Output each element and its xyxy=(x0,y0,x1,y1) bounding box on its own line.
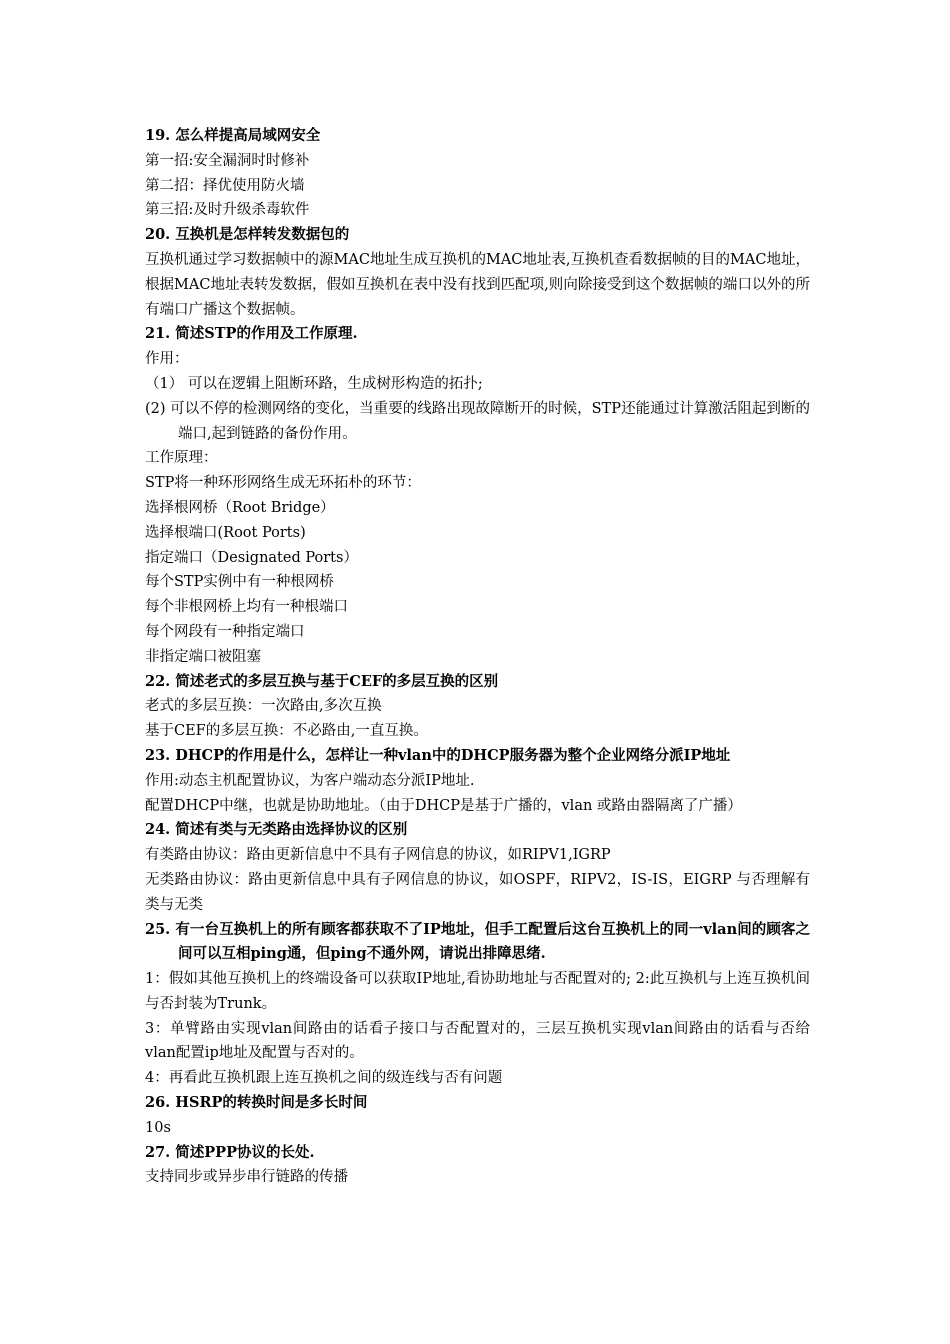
text-line: 每个网段有一种指定端口 xyxy=(145,623,305,640)
text-line: 指定端口（Designated Ports） xyxy=(145,549,358,566)
text-line: 第一招:安全漏洞时时修补 xyxy=(145,152,310,169)
text-line: 每个STP实例中有一种根网桥 xyxy=(145,574,334,591)
text-line: 老式的多层互换：一次路由,多次互换 xyxy=(145,698,382,715)
text-line: STP将一种环形网络生成无环拓朴的环节： xyxy=(145,475,421,492)
text-line: 非指定端口被阻塞 xyxy=(145,648,261,665)
list-item: (2) 可以不停的检测网络的变化，当重要的线路出现故障断开的时候，STP还能通过计算激活阻起到断的端口,起到链路的备份作用。 xyxy=(145,400,810,442)
list-item: （1） 可以在逻辑上阻断环路，生成树形构造的拓扑; xyxy=(145,375,483,392)
heading-25: 25. 有一台互换机上的所有顾客都获取不了IP地址，但手工配置后这台互换机上的同一vlan间的顾客之间可以互相ping通，但ping不通外网，请说出排障思绪. xyxy=(145,920,810,963)
text-line: 作用： xyxy=(145,351,189,368)
heading-23: 23. DHCP的作用是什么，怎样让一种vlan中的DHCP服务器为整个企业网络分派IP地址 xyxy=(145,746,731,764)
heading-21: 21. 简述STP的作用及工作原理. xyxy=(145,325,358,343)
heading-26: 26. HSRP的转换时间是多长时间 xyxy=(145,1094,368,1112)
text-line: 选择根端口(Root Ports) xyxy=(145,524,306,541)
text-line: 第二招：择优使用防火墙 xyxy=(145,177,305,194)
text-line: 基于CEF的多层互换：不必路由,一直互换。 xyxy=(145,723,428,740)
paragraph: 无类路由协议：路由更新信息中具有子网信息的协议，如OSPF，RIPV2，IS-IS，EIGRP 与否理解有类与无类 xyxy=(145,871,810,913)
text-line: 4：再看此互换机跟上连互换机之间的级连线与否有问题 xyxy=(145,1070,503,1087)
text-line: 有类路由协议：路由更新信息中不具有子网信息的协议，如RIPV1,IGRP xyxy=(145,847,611,864)
paragraph: 3：单臂路由实现vlan间路由的话看子接口与否配置对的，三层互换机实现vlan间路由的话看与否给vlan配置ip地址及配置与否对的。 xyxy=(145,1020,810,1062)
heading-22: 22. 简述老式的多层互换与基于CEF的多层互换的区别 xyxy=(145,672,499,690)
paragraph: 互换机通过学习数据帧中的源MAC地址生成互换机的MAC地址表,互换机查看数据帧的目的MAC地址，根据MAC地址表转发数据，假如互换机在表中没有找到匹配项,则向除接受到这个数据帧的端口以外的所有端口广播这个数据帧。 xyxy=(145,251,810,318)
heading-27: 27. 简述PPP协议的长处. xyxy=(145,1143,315,1161)
paragraph: 配置DHCP中继，也就是协助地址。（由于DHCP是基于广播的，vlan 或路由器隔离了广播） xyxy=(145,797,742,814)
document-page xyxy=(145,124,810,1190)
text-line: 10s xyxy=(145,1119,171,1136)
text-line: 每个非根网桥上均有一种根端口 xyxy=(145,599,348,616)
text-line: 工作原理： xyxy=(145,450,218,467)
heading-19: 19. 怎么样提高局域网安全 xyxy=(145,127,321,144)
text-line: 第三招:及时升级杀毒软件 xyxy=(145,202,310,219)
text-line: 选择根网桥（Root Bridge） xyxy=(145,499,335,516)
text-line: 作用:动态主机配置协议，为客户端动态分派IP地址. xyxy=(145,772,475,789)
paragraph: 1：假如其他互换机上的终端设备可以获取IP地址,看协助地址与否配置对的; 2:此互换机与上连互换机间与否封装为Trunk。 xyxy=(145,971,810,1012)
text-line: 支持同步或异步串行链路的传播 xyxy=(145,1169,348,1186)
heading-20: 20. 互换机是怎样转发数据包的 xyxy=(145,226,350,244)
heading-24: 24. 简述有类与无类路由选择协议的区别 xyxy=(145,821,408,839)
